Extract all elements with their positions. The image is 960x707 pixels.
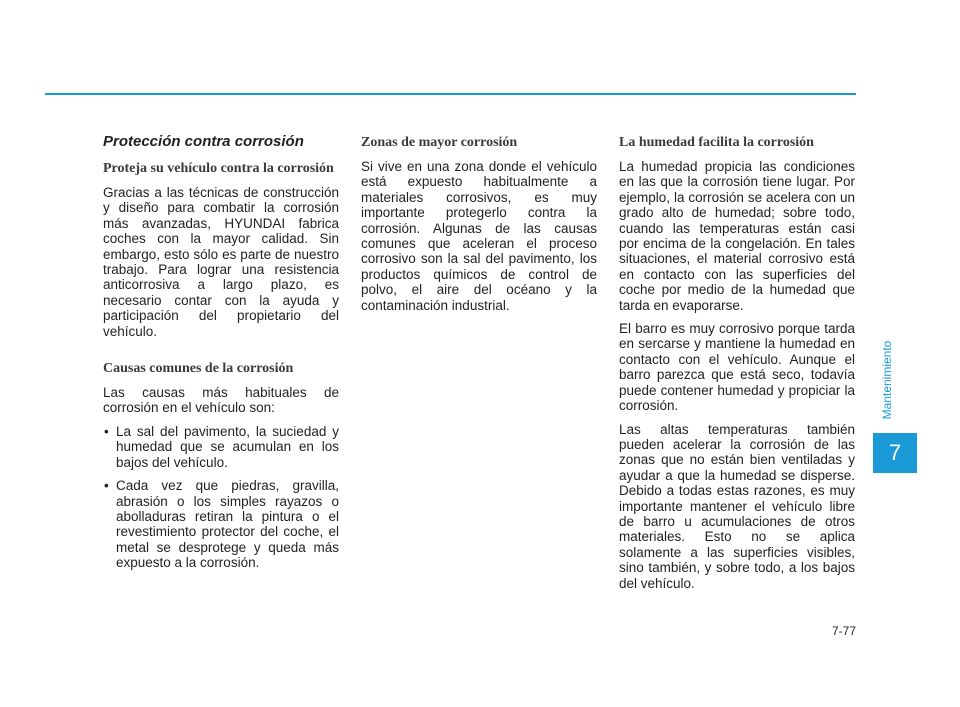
- list-item-text: La sal del pavimento, la suciedad y humedad que se acumulan en los bajos del vehículo.: [116, 423, 339, 470]
- paragraph-causes: Las causas más habituales de corrosión en el vehículo son:: [103, 385, 339, 416]
- page-number: 7-77: [831, 624, 856, 638]
- causes-list: [103, 424, 339, 571]
- list-item: [103, 478, 339, 570]
- list-item: [103, 424, 339, 470]
- column-left: [103, 133, 339, 579]
- chapter-tab: 7: [873, 433, 917, 473]
- subheading-zones: Zonas de mayor corrosión: [361, 135, 518, 150]
- list-item-text: Cada vez que piedras, gravilla, abrasión o los simples rayazos o abolladuras retiran la pintura o el revestimiento protector del coche, el metal se desprotege y queda más expuesto a la corrosión.: [116, 478, 339, 571]
- subheading-humidity: La humedad facilita la corrosión: [619, 135, 814, 150]
- column-middle: [361, 133, 597, 321]
- column-right: [619, 133, 855, 599]
- subheading-protect: Proteja su vehículo contra la corrosión: [103, 161, 334, 176]
- subheading-causes: Causas comunes de la corrosión: [103, 361, 294, 377]
- paragraph-mud: El barro es muy corrosivo porque tarda en sercarse y mantiene la humedad en contacto con el vehículo. Aunque el barro parezca que está seco, todavía puede contener humedad y propiciar la corrosión.: [619, 321, 855, 414]
- top-rule: [45, 93, 856, 95]
- paragraph-zones: Si vive en una zona donde el vehículo está expuesto habitualmente a materiales corrosivos, es muy importante protegerlo contra la corrosión. Algunas de las causas comunes que aceleran el proceso corrosivo son la sal del pavimento, los productos químicos de control de polvo, el aire del océano y la contaminación industrial.: [361, 159, 597, 313]
- bullet-icon: •: [104, 423, 109, 439]
- chapter-side-label: [872, 330, 902, 430]
- paragraph-humidity: La humedad propicia las condiciones en las que la corrosión tiene lugar. Por ejemplo, la corrosión se acelera con un grado alto de humedad; sobre todo, cuando las temperaturas están casi por encima de la congelación. En tales situaciones, el material corrosivo está en contacto con las superficies del coche por medio de la humedad que tarda en evaporarse.: [619, 159, 855, 313]
- paragraph-temperature: Las altas temperaturas también pueden acelerar la corrosión de las zonas que no están bien ventiladas y ayudar a que la humedad se disperse. Debido a todas estas razones, es muy importante mantener el vehículo libre de barro u acumulaciones de otros materiales. Esto no se aplica solamente a las superficies visibles, sino también, y sobre todo, a los bajos del vehículo.: [619, 421, 855, 591]
- bullet-icon: •: [104, 478, 109, 494]
- paragraph-protect: Gracias a las técnicas de construcción y diseño para combatir la corrosión más avanzadas, HYUNDAI fabrica coches con la mayor calidad. Sin embargo, esto sólo es parte de nuestro trabajo. Para lograr una resistencia anticorrosiva a largo plazo, es necesario contar con la ayuda y participación del propietario del vehículo.: [103, 185, 339, 339]
- chapter-side-label-text: Mantenimiento: [880, 340, 894, 420]
- section-title: Protección contra corrosión: [103, 133, 304, 150]
